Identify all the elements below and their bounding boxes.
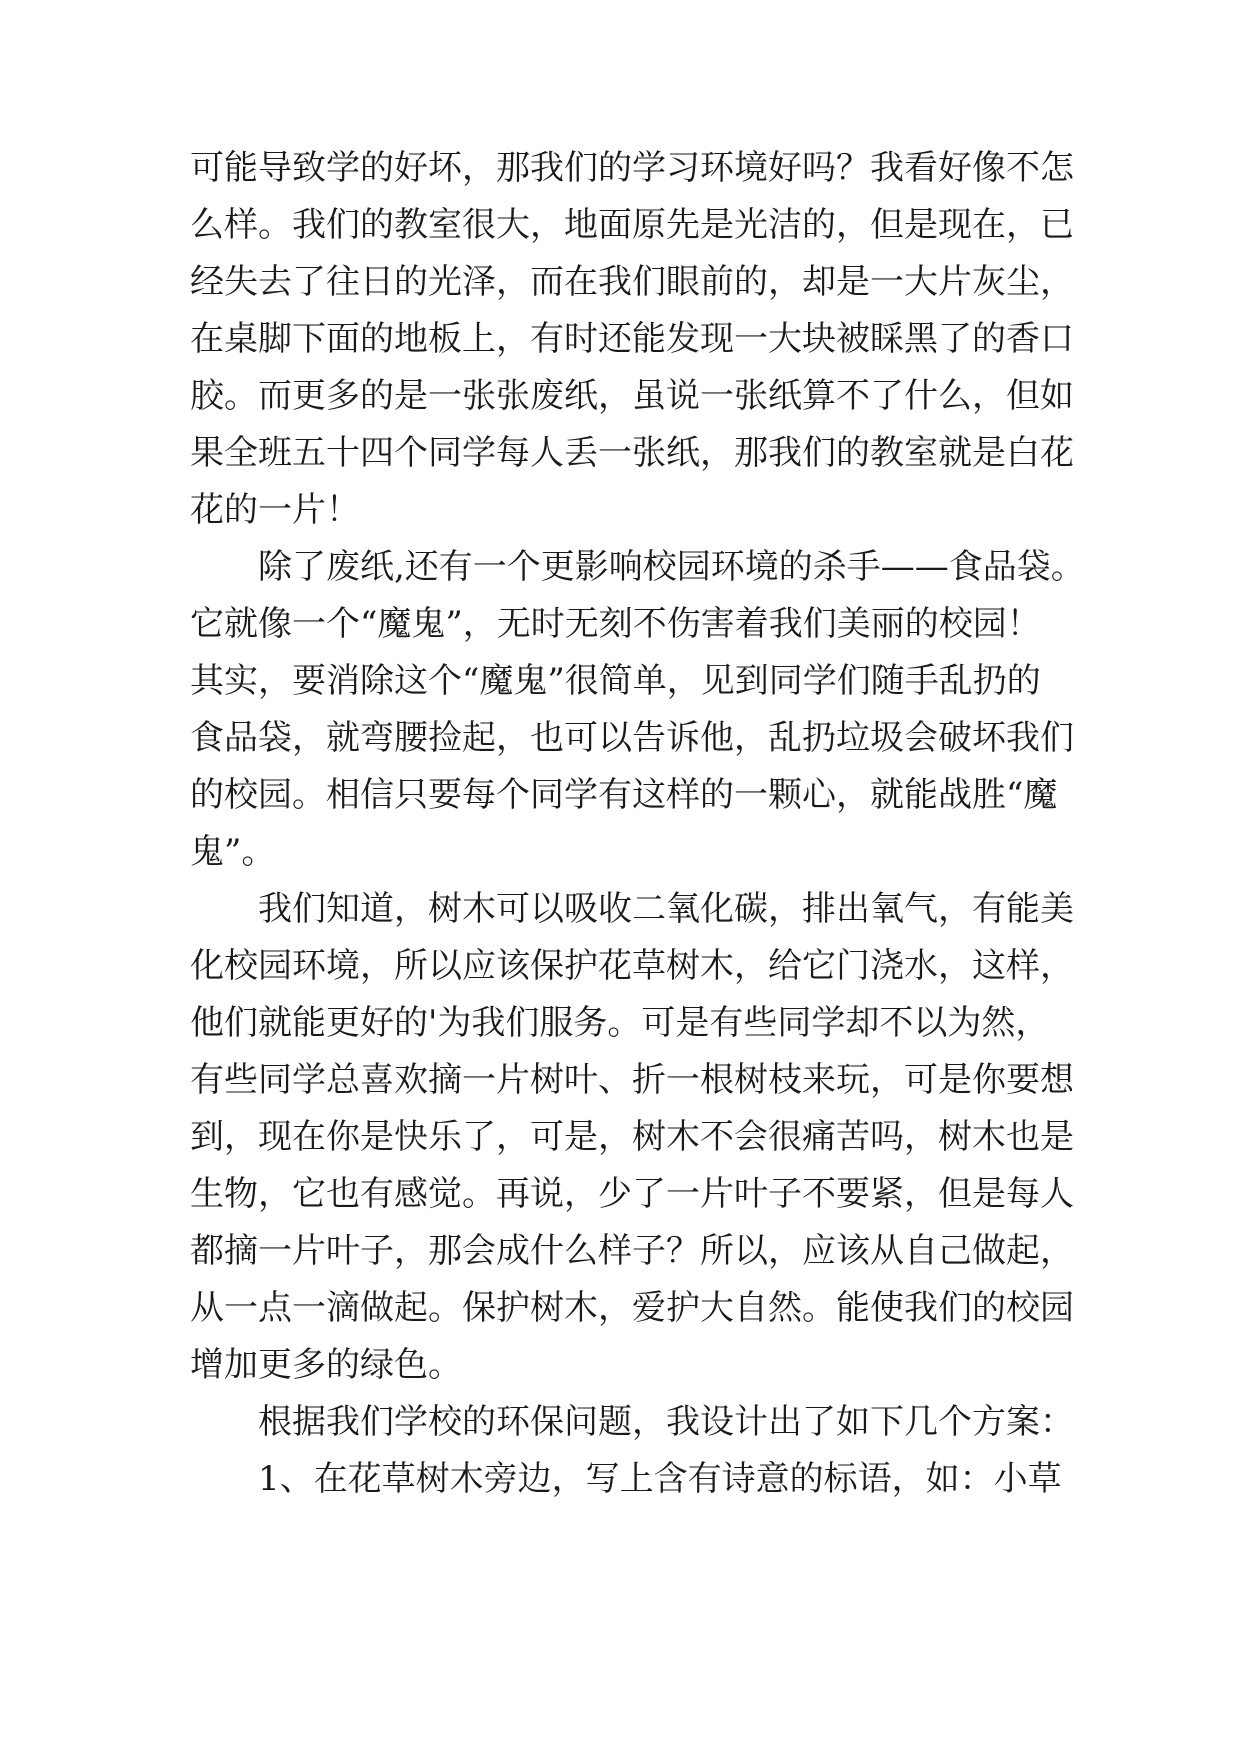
text-line: 的校园。相信只要每个同学有这样的一颗心，就能战胜“魔 <box>190 775 1058 815</box>
text-line: 有些同学总喜欢摘一片树叶、折一根树枝来玩，可是你要想 <box>190 1060 1074 1100</box>
text-line: 增加更多的绿色。 <box>190 1345 462 1385</box>
text-line: 都摘一片叶子，那会成什么样子？所以，应该从自己做起， <box>190 1231 1074 1271</box>
text-line: 花的一片！ <box>190 490 360 530</box>
text-line: 鬼”。 <box>190 832 276 872</box>
paragraph-start-line: 我们知道，树木可以吸收二氧化碳，排出氧气，有能美 <box>258 889 1074 929</box>
text-line: 到，现在你是快乐了，可是，树木不会很痛苦吗，树木也是 <box>190 1117 1074 1157</box>
text-line: 他们就能更好的'为我们服务。可是有些同学却不以为然， <box>190 1003 1050 1043</box>
paragraph-start-line: 根据我们学校的环保问题，我设计出了如下几个方案： <box>258 1402 1074 1442</box>
text-line: 胶。而更多的是一张张废纸，虽说一张纸算不了什么，但如 <box>190 376 1074 416</box>
text-line: 它就像一个“魔鬼”，无时无刻不伤害着我们美丽的校园！ <box>190 604 1041 644</box>
paragraph-start-line: 1、在花草树木旁边，写上含有诗意的标语，如：小草 <box>258 1459 1062 1499</box>
text-line: 化校园环境，所以应该保护花草树木，给它门浇水，这样， <box>190 946 1074 986</box>
text-line: 其实，要消除这个“魔鬼”很简单，见到同学们随手乱扔的 <box>190 661 1041 701</box>
text-line: 生物，它也有感觉。再说，少了一片叶子不要紧，但是每人 <box>190 1174 1074 1214</box>
text-line: 果全班五十四个同学每人丢一张纸，那我们的教室就是白花 <box>190 433 1074 473</box>
text-line: 食品袋，就弯腰捡起，也可以告诉他，乱扔垃圾会破坏我们 <box>190 718 1074 758</box>
paragraph-start-line: 除了废纸,还有一个更影响校园环境的杀手——食品袋。 <box>258 547 1085 587</box>
text-line: 么样。我们的教室很大，地面原先是光洁的，但是现在，已 <box>190 205 1074 245</box>
text-line: 可能导致学的好坏，那我们的学习环境好吗？我看好像不怎 <box>190 148 1074 188</box>
text-line: 经失去了往日的光泽，而在我们眼前的，却是一大片灰尘， <box>190 262 1074 302</box>
text-line: 在桌脚下面的地板上，有时还能发现一大块被睬黑了的香口 <box>190 319 1074 359</box>
text-line: 从一点一滴做起。保护树木，爱护大自然。能使我们的校园 <box>190 1288 1074 1328</box>
